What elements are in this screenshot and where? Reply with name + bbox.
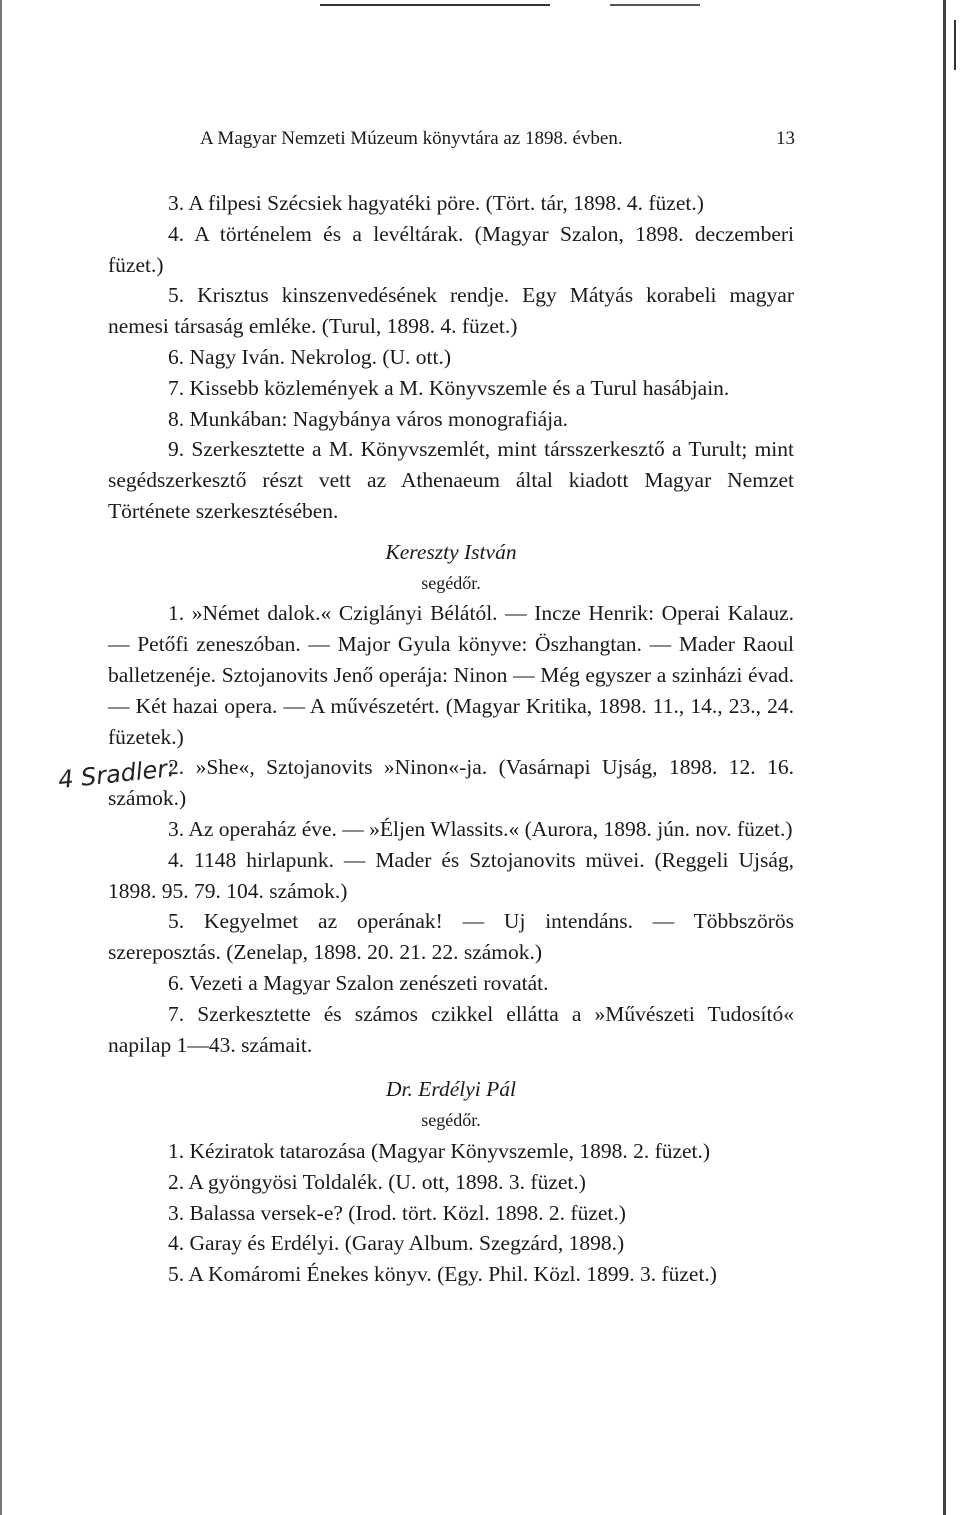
list-item: 7. Kissebb közlemények a M. Könyvszemle és a Turul hasábjain. — [168, 375, 730, 400]
list-item: 4. Garay és Erdélyi. (Garay Album. Szegzárd, 1898.) — [168, 1231, 625, 1256]
list-item: 3. Balassa versek-e? (Irod. tört. Közl. 1898. 2. füzet.) — [168, 1200, 626, 1225]
list-item: 2. A gyöngyösi Toldalék. (U. ott, 1898. 3. füzet.) — [168, 1169, 586, 1194]
scan-top-line-2 — [610, 4, 700, 6]
scan-edge-mark — [954, 20, 956, 70]
list-item: 1. Kéziratok tatarozása (Magyar Könyvszemle, 1898. 2. füzet.) — [168, 1138, 711, 1163]
list-item: 7. Szerkesztette és számos czikkel ellátta a »Művészeti Tudosító« napilap 1—43. számait. — [108, 1001, 794, 1057]
list-item: 1. »Német dalok.« Cziglányi Bélától. — Incze Henrik: Operai Kalauz. — Petőfi zeneszóban. — Major Gyula könyve: Öszhangtan. — Mader Raoul balletzenéje. Sztojanovits Jenő operája: Ninon — Még egyszer a szinházi évad. — Két hazai opera. — A művészetért. (Magyar Kritika, 1898. 11., 14., 23., 24. füzetek.) — [108, 601, 794, 749]
list-item: 6. Vezeti a Magyar Szalon zenészeti rovatát. — [168, 970, 549, 995]
list-item: 5. Krisztus kinszenvedésének rendje. Egy Mátyás korabeli magyar nemesi társaság emléke. (Turul, 1898. 4. füzet.) — [108, 283, 794, 339]
list-item: 9. Szerkesztette a M. Könyvszemlét, mint társszerkesztő a Turult; mint segédszerkesztő részt vett az Athenaeum által kiadott Magyar Nemzet Története szerkesztésében. — [108, 437, 794, 523]
author-role: segédőr. — [421, 1110, 481, 1131]
list-item: 6. Nagy Iván. Nekrolog. (U. ott.) — [168, 344, 452, 369]
section-erdelyi — [108, 1074, 794, 1290]
scan-edge-left — [0, 0, 2, 1515]
author-name: Dr. Erdélyi Pál — [386, 1077, 516, 1102]
handwritten-margin-note: 4 Sradler: — [56, 753, 177, 795]
header-title: A Magyar Nemzeti Múzeum könyvtára az 1898. évben. — [200, 128, 623, 149]
page-body — [108, 188, 794, 1290]
scan-edge-right — [943, 0, 946, 1515]
list-item: 5. Kegyelmet az operának! — Uj intendáns. — Többszörös szereposztás. (Zenelap, 1898. 20. 21. 22. számok.) — [108, 909, 794, 965]
list-item: 3. A filpesi Szécsiek hagyatéki pöre. (Tört. tár, 1898. 4. füzet.) — [168, 191, 704, 215]
author-name: Kereszty István — [385, 539, 517, 564]
author-role: segédőr. — [421, 572, 481, 593]
page-number: 13 — [776, 128, 795, 149]
list-item: 8. Munkában: Nagybánya város monografiája. — [168, 406, 569, 431]
section-kereszty — [108, 537, 794, 1061]
list-item: 4. A történelem és a levéltárak. (Magyar Szalon, 1898. deczemberi füzet.) — [108, 221, 794, 277]
list-item: 3. Az operaház éve. — »Éljen Wlassits.« (Aurora, 1898. jún. nov. füzet.) — [168, 816, 793, 841]
list-item: 5. A Komáromi Énekes könyv. (Egy. Phil. Közl. 1899. 3. füzet.) — [168, 1262, 717, 1287]
list-item: 2. »She«, Sztojanovits »Ninon«-ja. (Vasárnapi Ujság, 1898. 12. 16. számok.) — [108, 755, 794, 811]
scan-top-line — [320, 4, 550, 6]
list-item: 4. 1148 hirlapunk. — Mader és Sztojanovits müvei. (Reggeli Ujság, 1898. 95. 79. 104. számok.) — [108, 847, 794, 903]
